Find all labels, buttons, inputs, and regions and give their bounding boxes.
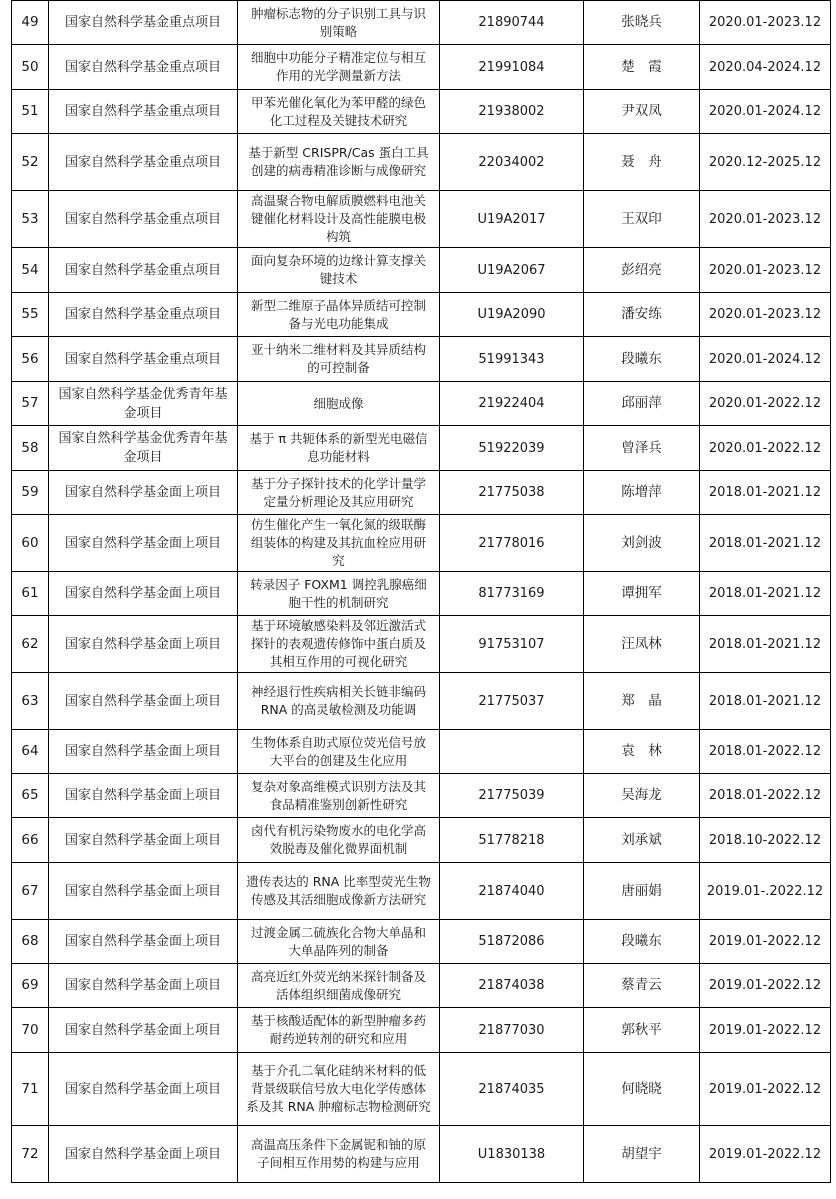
project-type-cell: 国家自然科学基金重点项目 [49, 293, 238, 337]
project-period-cell: 2019.01-2022.12 [700, 1126, 831, 1183]
project-period-cell: 2020.01-2024.12 [700, 337, 831, 382]
project-title-cell: 卤代有机污染物废水的电化学高效脱毒及催化微界面机制 [238, 818, 440, 863]
grant-code-cell: 21938002 [440, 90, 584, 134]
project-title-cell: 基于新型 CRISPR/Cas 蛋白工具创建的病毒精准诊断与成像研究 [238, 134, 440, 191]
project-title-cell: 甲苯光催化氧化为苯甲醛的绿色化工过程及关键技术研究 [238, 90, 440, 134]
project-leader-cell: 张晓兵 [584, 1, 700, 45]
project-type-cell: 国家自然科学基金重点项目 [49, 337, 238, 382]
project-period-cell: 2018.01-2021.12 [700, 572, 831, 616]
table-row [12, 730, 831, 774]
project-title-cell: 肿瘤标志物的分子识别工具与识别策略 [238, 1, 440, 45]
project-period-cell: 2018.01-2021.12 [700, 673, 831, 730]
project-table-container [11, 0, 830, 1183]
project-leader-cell: 潘安练 [584, 293, 700, 337]
project-title-cell: 高温聚合物电解质膜燃料电池关键催化材料设计及高性能膜电极构筑 [238, 191, 440, 248]
table-row [12, 426, 831, 471]
row-number-cell: 63 [12, 673, 49, 730]
table-row [12, 774, 831, 818]
project-title-cell: 基于环境敏感染料及邻近激活式探针的表观遗传修饰中蛋白质及其相互作用的可视化研究 [238, 616, 440, 673]
project-period-cell: 2019.01-2022.12 [700, 1053, 831, 1126]
table-row [12, 293, 831, 337]
grant-code-cell: 21778016 [440, 515, 584, 572]
project-title-cell: 基于介孔二氧化硅纳米材料的低背景级联信号放大电化学传感体系及其 RNA 肿瘤标志物检测研究 [238, 1053, 440, 1126]
table-row [12, 90, 831, 134]
grant-code-cell: 21922404 [440, 382, 584, 426]
row-number-cell: 53 [12, 191, 49, 248]
project-period-cell: 2020.01-2022.12 [700, 382, 831, 426]
project-title-cell: 面向复杂环境的边缘计算支撑关键技术 [238, 248, 440, 293]
table-row [12, 382, 831, 426]
grant-code-cell: 51778218 [440, 818, 584, 863]
row-number-cell: 68 [12, 920, 49, 964]
project-leader-cell: 彭绍亮 [584, 248, 700, 293]
project-type-cell: 国家自然科学基金面上项目 [49, 515, 238, 572]
row-number-cell: 50 [12, 45, 49, 90]
table-row [12, 248, 831, 293]
project-period-cell: 2018.01-2021.12 [700, 616, 831, 673]
project-leader-cell: 袁 林 [584, 730, 700, 774]
row-number-cell: 60 [12, 515, 49, 572]
project-title-cell: 新型二维原子晶体异质结可控制备与光电功能集成 [238, 293, 440, 337]
row-number-cell: 58 [12, 426, 49, 471]
project-leader-cell: 尹双凤 [584, 90, 700, 134]
grant-code-cell: 21775038 [440, 471, 584, 515]
project-type-cell: 国家自然科学基金面上项目 [49, 471, 238, 515]
project-type-cell: 国家自然科学基金重点项目 [49, 191, 238, 248]
project-title-cell: 转录因子 FOXM1 调控乳腺癌细胞干性的机制研究 [238, 572, 440, 616]
project-type-cell: 国家自然科学基金面上项目 [49, 964, 238, 1008]
table-row [12, 191, 831, 248]
project-title-cell: 生物体系自助式原位荧光信号放大平台的创建及生化应用 [238, 730, 440, 774]
project-title-cell: 高亮近红外荧光纳米探针制备及活体组织细菌成像研究 [238, 964, 440, 1008]
table-row [12, 515, 831, 572]
project-type-cell: 国家自然科学基金面上项目 [49, 1053, 238, 1126]
project-title-cell: 细胞中功能分子精准定位与相互作用的光学测量新方法 [238, 45, 440, 90]
grant-code-cell: U19A2090 [440, 293, 584, 337]
project-type-cell: 国家自然科学基金面上项目 [49, 818, 238, 863]
grant-code-cell: 91753107 [440, 616, 584, 673]
project-period-cell: 2020.01-2023.12 [700, 293, 831, 337]
row-number-cell: 61 [12, 572, 49, 616]
row-number-cell: 69 [12, 964, 49, 1008]
project-type-cell: 国家自然科学基金面上项目 [49, 863, 238, 920]
project-type-cell: 国家自然科学基金面上项目 [49, 1126, 238, 1183]
row-number-cell: 52 [12, 134, 49, 191]
project-period-cell: 2018.01-2021.12 [700, 515, 831, 572]
table-row [12, 471, 831, 515]
project-type-cell: 国家自然科学基金面上项目 [49, 673, 238, 730]
project-period-cell: 2019.01-2022.12 [700, 964, 831, 1008]
row-number-cell: 71 [12, 1053, 49, 1126]
grant-code-cell: 21890744 [440, 1, 584, 45]
project-period-cell: 2020.01-2024.12 [700, 90, 831, 134]
table-row [12, 1053, 831, 1126]
table-row [12, 920, 831, 964]
project-type-cell: 国家自然科学基金重点项目 [49, 134, 238, 191]
row-number-cell: 59 [12, 471, 49, 515]
grant-code-cell [440, 730, 584, 774]
project-title-cell: 神经退行性疾病相关长链非编码 RNA 的高灵敏检测及功能调 [238, 673, 440, 730]
grant-code-cell: 51872086 [440, 920, 584, 964]
project-leader-cell: 段曦东 [584, 920, 700, 964]
project-period-cell: 2018.01-2021.12 [700, 471, 831, 515]
project-type-cell: 国家自然科学基金优秀青年基金项目 [49, 426, 238, 471]
grant-code-cell: 21877030 [440, 1008, 584, 1053]
row-number-cell: 56 [12, 337, 49, 382]
project-leader-cell: 聂 舟 [584, 134, 700, 191]
project-leader-cell: 曾泽兵 [584, 426, 700, 471]
table-row [12, 1126, 831, 1183]
project-leader-cell: 刘承斌 [584, 818, 700, 863]
table-row [12, 616, 831, 673]
project-period-cell: 2020.04-2024.12 [700, 45, 831, 90]
project-leader-cell: 蔡青云 [584, 964, 700, 1008]
project-title-cell: 高温高压条件下金属铌和铀的原子间相互作用势的构建与应用 [238, 1126, 440, 1183]
project-type-cell: 国家自然科学基金优秀青年基金项目 [49, 382, 238, 426]
project-period-cell: 2020.12-2025.12 [700, 134, 831, 191]
project-title-cell: 基于分子探针技术的化学计量学定量分析理论及其应用研究 [238, 471, 440, 515]
row-number-cell: 72 [12, 1126, 49, 1183]
row-number-cell: 66 [12, 818, 49, 863]
row-number-cell: 67 [12, 863, 49, 920]
project-type-cell: 国家自然科学基金面上项目 [49, 572, 238, 616]
project-title-cell: 细胞成像 [238, 382, 440, 426]
project-leader-cell: 邱丽萍 [584, 382, 700, 426]
project-period-cell: 2018.10-2022.12 [700, 818, 831, 863]
project-leader-cell: 谭拥军 [584, 572, 700, 616]
project-leader-cell: 吴海龙 [584, 774, 700, 818]
grant-code-cell: 21991084 [440, 45, 584, 90]
project-period-cell: 2020.01-2023.12 [700, 191, 831, 248]
project-period-cell: 2020.01-2023.12 [700, 1, 831, 45]
project-period-cell: 2019.01-2022.12 [700, 920, 831, 964]
project-period-cell: 2019.01-2022.12 [700, 1008, 831, 1053]
table-row [12, 1008, 831, 1053]
grant-code-cell: U19A2067 [440, 248, 584, 293]
table-row [12, 572, 831, 616]
project-table-body [12, 1, 831, 1183]
project-title-cell: 仿生催化产生一氧化氮的级联酶组装体的构建及其抗血栓应用研究 [238, 515, 440, 572]
project-leader-cell: 陈增萍 [584, 471, 700, 515]
project-leader-cell: 汪凤林 [584, 616, 700, 673]
project-type-cell: 国家自然科学基金面上项目 [49, 730, 238, 774]
project-title-cell: 过渡金属二硫族化合物大单晶和大单晶阵列的制备 [238, 920, 440, 964]
project-leader-cell: 楚 霞 [584, 45, 700, 90]
row-number-cell: 55 [12, 293, 49, 337]
project-period-cell: 2020.01-2022.12 [700, 426, 831, 471]
table-row [12, 818, 831, 863]
row-number-cell: 54 [12, 248, 49, 293]
project-type-cell: 国家自然科学基金重点项目 [49, 1, 238, 45]
project-type-cell: 国家自然科学基金面上项目 [49, 774, 238, 818]
project-title-cell: 基于核酸适配体的新型肿瘤多药耐药逆转剂的研究和应用 [238, 1008, 440, 1053]
grant-code-cell: 21874035 [440, 1053, 584, 1126]
grant-code-cell: 81773169 [440, 572, 584, 616]
grant-code-cell: U19A2017 [440, 191, 584, 248]
project-period-cell: 2018.01-2022.12 [700, 730, 831, 774]
project-title-cell: 复杂对象高维模式识别方法及其食品精准鉴别创新性研究 [238, 774, 440, 818]
project-leader-cell: 胡望宇 [584, 1126, 700, 1183]
table-row [12, 134, 831, 191]
row-number-cell: 65 [12, 774, 49, 818]
project-type-cell: 国家自然科学基金重点项目 [49, 90, 238, 134]
project-type-cell: 国家自然科学基金面上项目 [49, 1008, 238, 1053]
project-type-cell: 国家自然科学基金重点项目 [49, 248, 238, 293]
row-number-cell: 64 [12, 730, 49, 774]
project-period-cell: 2020.01-2023.12 [700, 248, 831, 293]
row-number-cell: 57 [12, 382, 49, 426]
project-type-cell: 国家自然科学基金面上项目 [49, 616, 238, 673]
project-leader-cell: 郭秋平 [584, 1008, 700, 1053]
row-number-cell: 51 [12, 90, 49, 134]
project-title-cell: 遗传表达的 RNA 比率型荧光生物传感及其活细胞成像新方法研究 [238, 863, 440, 920]
grant-code-cell: 21775037 [440, 673, 584, 730]
project-type-cell: 国家自然科学基金面上项目 [49, 920, 238, 964]
grant-code-cell: 51991343 [440, 337, 584, 382]
table-row [12, 337, 831, 382]
project-title-cell: 基于 π 共轭体系的新型光电磁信息功能材料 [238, 426, 440, 471]
project-leader-cell: 段曦东 [584, 337, 700, 382]
grant-code-cell: 22034002 [440, 134, 584, 191]
project-leader-cell: 何晓晓 [584, 1053, 700, 1126]
project-period-cell: 2018.01-2022.12 [700, 774, 831, 818]
row-number-cell: 70 [12, 1008, 49, 1053]
table-row [12, 964, 831, 1008]
table-row [12, 45, 831, 90]
table-row [12, 863, 831, 920]
project-period-cell: 2019.01-.2022.12 [700, 863, 831, 920]
grant-code-cell: 21874040 [440, 863, 584, 920]
row-number-cell: 62 [12, 616, 49, 673]
table-row [12, 1, 831, 45]
grant-code-cell: 51922039 [440, 426, 584, 471]
project-leader-cell: 王双印 [584, 191, 700, 248]
project-title-cell: 亚十纳米二维材料及其异质结构的可控制备 [238, 337, 440, 382]
project-leader-cell: 郑 晶 [584, 673, 700, 730]
table-row [12, 673, 831, 730]
row-number-cell: 49 [12, 1, 49, 45]
project-leader-cell: 唐丽娟 [584, 863, 700, 920]
project-leader-cell: 刘剑波 [584, 515, 700, 572]
project-type-cell: 国家自然科学基金重点项目 [49, 45, 238, 90]
grant-code-cell: U1830138 [440, 1126, 584, 1183]
project-table [11, 0, 831, 1183]
grant-code-cell: 21775039 [440, 774, 584, 818]
grant-code-cell: 21874038 [440, 964, 584, 1008]
